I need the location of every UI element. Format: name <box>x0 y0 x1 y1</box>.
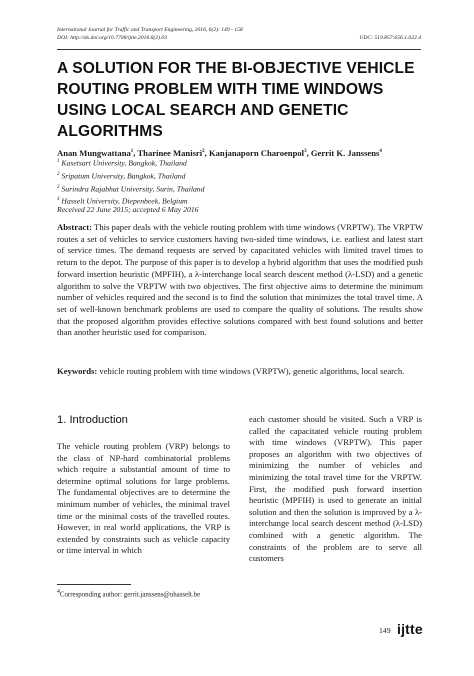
author-name: Kanjanaporn Charoenpol <box>208 148 305 158</box>
footnote-mark: 4 <box>57 589 60 595</box>
affiliation-item: $^3$ Surindra Rajabhat University, Surin, Thailand <box>57 184 205 194</box>
author-list: Anan Mungwattana$^1$, Tharinee Manisri$^2$, Kanjanaporn Charoenpol$^3$, Gerrit K. Janssens$^4$ <box>57 148 382 158</box>
running-header <box>57 26 421 42</box>
author-name: Anan Mungwattana <box>57 148 131 158</box>
affiliation-item: $^1$ Kasetsart University, Bangkok, Thailand <box>57 158 187 168</box>
author-affiliation-mark: 1 <box>130 149 134 155</box>
author-affiliation-mark: 3 <box>304 149 307 155</box>
keywords <box>57 366 423 378</box>
footnote <box>57 589 200 598</box>
doi-text: DOI: http://dx.doi.org/10.7708/ijtte.2016.6(2).03 <box>57 35 167 41</box>
udc-text: UDC: 519.857:656.1.022.4 <box>359 35 421 41</box>
abstract <box>57 222 423 339</box>
header-rule <box>57 49 421 50</box>
author-affiliation-mark: 2 <box>202 149 205 155</box>
body-column-left: The vehicle routing problem (VRP) belongs to the class of NP-hard combinatorial problems which require a substantial amount of time to determine optimal solutions for large problems. The fundamental objectives are to determine the minimum number of vehicles, the minimal travel time or the minimal costs of the travelled routes. However, in real world applications, the VRP is extended by constraints such as vehicle capacity or time interval in which <box>57 441 230 556</box>
affiliation-list <box>57 156 205 207</box>
footnote-rule <box>57 584 131 585</box>
keywords-label: Keywords: <box>57 366 98 376</box>
author-name: Gerrit K. Janssens <box>310 148 380 158</box>
body-column-right: each customer should be visited. Such a VRP is called the capacitated vehicle routing problem with time windows (VRPTW). This paper proposes an algorithm with two objectives of minimizing the number of vehicles and minimizing the total travel time for the VRPTW. First, the modified push forward insertion heuristic (MPFIH) is used to generate an initial solution and then the solution is improved by a λ-interchange local search descent method (λ-LSD) combined with a genetic algorithm. The constraints of the problem are to serve all customers <box>249 414 422 564</box>
author-name: Tharinee Manisri <box>137 148 203 158</box>
page-number: 149 <box>379 626 391 635</box>
section-heading: 1. Introduction <box>57 414 128 426</box>
affiliation-item: $^4$ Hasselt University, Diepenbeek, Belgium <box>57 196 188 206</box>
journal-logo: ijtte <box>397 621 423 637</box>
paper-title: A SOLUTION FOR THE BI-OBJECTIVE VEHICLE ROUTING PROBLEM WITH TIME WINDOWS USING LOCAL SEARCH AND GENETIC ALGORITHMS <box>57 60 415 140</box>
received-dates: Received 22 June 2015; accepted 6 May 2016 <box>57 205 199 214</box>
keywords-text: vehicle routing problem with time windows (VRPTW), genetic algorithms, local search. <box>97 366 405 376</box>
journal-citation: International Journal for Traffic and Transport Engineering, 2016, 6(2): 149 - 158 <box>57 27 243 33</box>
abstract-label: Abstract: <box>57 222 92 232</box>
abstract-text: This paper deals with the vehicle routing problem with time windows (VRPTW). The VRPTW routes a set of vehicles to service customers having two-sided time windows, i.e. earliest and latest start of service times. The demand requests are served by capacitated vehicles with limited travel times to return to the depot. The purpose of this paper is to develop a hybrid algorithm that uses the modified push forward insertion heuristic (MPFIH), a λ-interchange local search descent method (λ-LSD) and a genetic algorithm to solve the VRPTW with two objectives. The first objective aims to determine the minimum number of vehicles required and the second is to find the solution that minimizes the total travel time. A set of well-known benchmark problems are used to compare the quality of solutions. The results show that the proposed algorithm provides effective solutions compared with best found solutions and better than another heuristic used for comparison. <box>57 222 423 338</box>
footnote-text: Corresponding author: gerrit.janssens@uhasselt.be <box>59 591 201 599</box>
author-affiliation-mark: 4 <box>379 149 382 155</box>
affiliation-item: $^2$ Sripatum University, Bangkok, Thailand <box>57 171 186 181</box>
